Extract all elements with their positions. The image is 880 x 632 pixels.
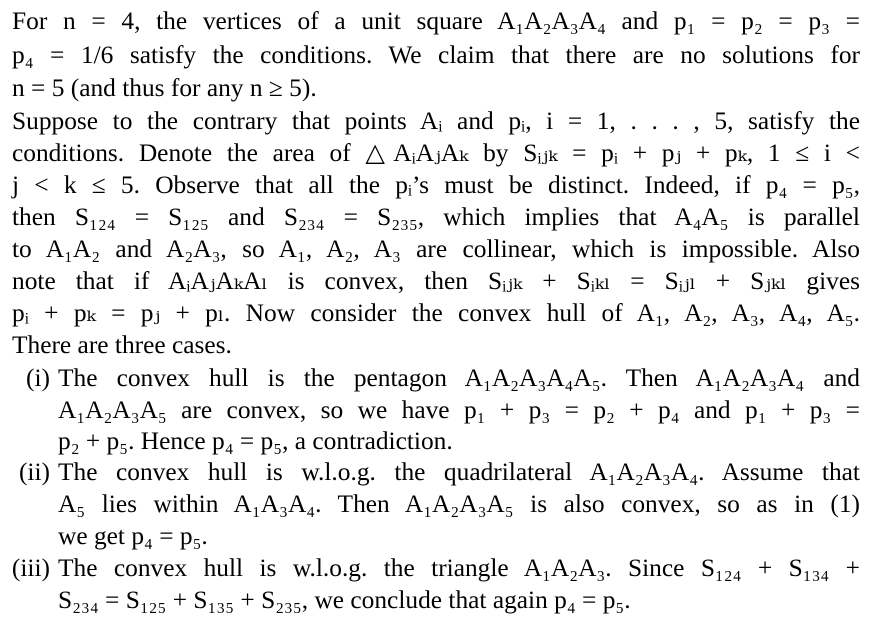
- case-line: p₂ + p₅. Hence p₄ = p₅, a contradiction.: [58, 427, 453, 455]
- text-line: Suppose to the contrary that points Aᵢ and pᵢ, i = 1, . . . , 5, satisfy the: [12, 107, 860, 135]
- case-line: A₅ lies within A₁A₃A₄. Then A₁A₂A₃A₅ is also convex, so as in (1): [58, 490, 860, 518]
- text-line: There are three cases.: [12, 331, 232, 359]
- text-line: For n = 4, the vertices of a unit square A₁A₂A₃A₄ and p₁ = p₂ = p₃ =: [12, 7, 860, 35]
- text-line: pᵢ + pₖ = pⱼ + pₗ. Now consider the convex hull of A₁, A₂, A₃, A₄, A₅.: [12, 299, 860, 327]
- text-line: to A₁A₂ and A₂A₃, so A₁, A₂, A₃ are collinear, which is impossible. Also: [12, 235, 860, 263]
- case-line: we get p₄ = p₅.: [58, 522, 208, 550]
- case-line: The convex hull is the pentagon A₁A₂A₃A₄A₅. Then A₁A₂A₃A₄ and: [58, 364, 860, 392]
- text-line: then S₁₂₄ = S₁₂₅ and S₂₃₄ = S₂₃₅, which implies that A₄A₅ is parallel: [12, 203, 860, 231]
- case-label: (iii): [11, 554, 50, 582]
- text-line: p₄ = 1/6 satisfy the conditions. We claim that there are no solutions for: [12, 41, 860, 69]
- case-label: (ii): [18, 458, 50, 486]
- text-line: conditions. Denote the area of △AᵢAⱼAₖ by Sᵢⱼₖ = pᵢ + pⱼ + pₖ, 1 ≤ i <: [12, 139, 860, 167]
- case-line: A₁A₂A₃A₅ are convex, so we have p₁ + p₃ = p₂ + p₄ and p₁ + p₃ =: [58, 396, 860, 424]
- case-line: The convex hull is w.l.o.g. the triangle A₁A₂A₃. Since S₁₂₄ + S₁₃₄ +: [58, 554, 860, 582]
- case-line: The convex hull is w.l.o.g. the quadrilateral A₁A₂A₃A₄. Assume that: [58, 458, 860, 486]
- text-line: j < k ≤ 5. Observe that all the pᵢ’s must be distinct. Indeed, if p₄ = p₅,: [12, 171, 860, 199]
- case-line: S₂₃₄ = S₁₂₅ + S₁₃₅ + S₂₃₅, we conclude that again p₄ = p₅.: [58, 586, 631, 614]
- case-label: (i): [26, 364, 50, 392]
- text-line: note that if AᵢAⱼAₖAₗ is convex, then Sᵢⱼₖ + Sᵢₖₗ = Sᵢⱼₗ + Sⱼₖₗ gives: [12, 267, 860, 295]
- text-line: n = 5 (and thus for any n ≥ 5).: [12, 74, 317, 102]
